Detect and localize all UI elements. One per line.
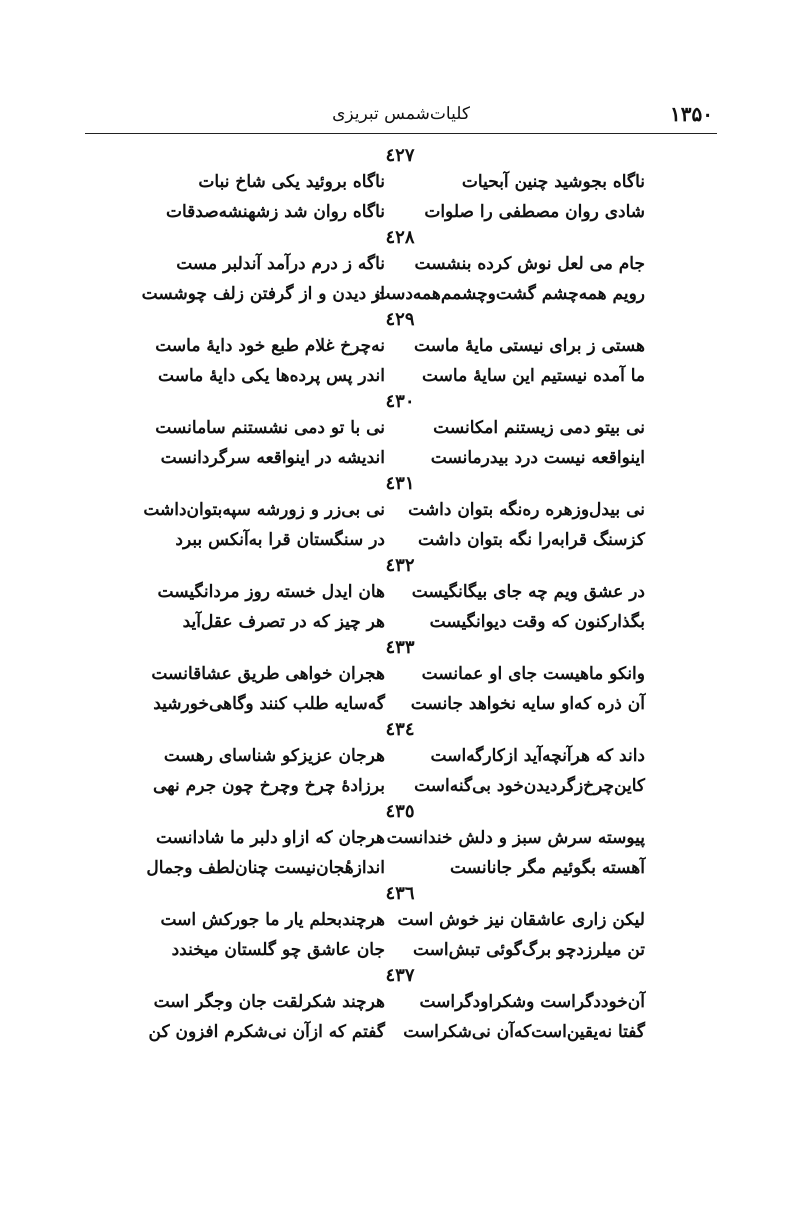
- first-hemistich: هرچندبحلم یار ما جورکش است: [160, 910, 385, 930]
- couplet: [145, 689, 645, 719]
- second-hemistich: کزسنگ قرابه‌را نگه بتوان داشت: [417, 530, 645, 550]
- poem-number: ٤٢٧: [385, 145, 415, 166]
- second-hemistich: جام می لعل نوش کرده بنشست: [414, 254, 645, 274]
- couplet: [145, 607, 645, 637]
- couplet: [145, 525, 645, 555]
- poem-number: ٤٣١: [385, 473, 415, 494]
- poem-block: [145, 883, 645, 965]
- couplet: [145, 577, 645, 607]
- couplet: [145, 741, 645, 771]
- first-hemistich: نی با تو دمی نشستنم سامانست: [155, 418, 385, 438]
- second-hemistich: داند که هرآنچه‌آید ازکارگه‌است: [430, 746, 645, 766]
- couplet: [145, 905, 645, 935]
- second-hemistich: رویم همه‌چشم گشت‌وچشمم‌همه‌دست: [374, 284, 645, 304]
- first-hemistich: برزادهٔ چرخ وچرخ چون جرم نهی: [153, 776, 385, 796]
- second-hemistich: نی بیدل‌وزهره ره‌نگه بتوان داشت: [408, 500, 645, 520]
- poem-number: ٤٣٠: [385, 391, 415, 412]
- second-hemistich: ما آمده نیستیم این سایهٔ ماست: [421, 366, 645, 386]
- poem-block: [145, 801, 645, 883]
- second-hemistich: لیکن زاری عاشقان نیز خوش است: [397, 910, 645, 930]
- first-hemistich: هان ایدل خسته روز مردانگیست: [157, 582, 385, 602]
- book-title: کلیات‌شمس تبریزی: [332, 104, 470, 124]
- first-hemistich: اندیشه در اینواقعه سرگردانست: [160, 448, 385, 468]
- first-hemistich: ناگاه بروئید یکی شاخ نبات: [198, 172, 385, 192]
- second-hemistich: آن‌خوددگراست وشکراودگراست: [419, 992, 645, 1012]
- second-hemistich: اینواقعه نیست درد بیدرمانست: [430, 448, 645, 468]
- couplet: [145, 935, 645, 965]
- second-hemistich: شادی روان مصطفی را صلوات: [424, 202, 645, 222]
- couplet: [141, 279, 645, 309]
- first-hemistich: هر چیز که در تصرف عقل‌آید: [182, 612, 385, 632]
- poem-number: ٤٣٧: [385, 965, 415, 986]
- poem-number: ٤٣٤: [385, 719, 415, 740]
- couplet: [145, 331, 645, 361]
- page-header: [85, 100, 717, 134]
- second-hemistich: در عشق ویم چه جای بیگانگیست: [411, 582, 645, 602]
- first-hemistich: از دیدن و از گرفتن زلف چوشست: [141, 284, 385, 304]
- first-hemistich: نه‌چرخ غلام طبع خود دایهٔ ماست: [155, 336, 385, 356]
- poem-number: ٤٣٣: [385, 637, 415, 658]
- couplet: [145, 853, 645, 883]
- poem-block: [141, 227, 645, 309]
- poem-block: [145, 965, 645, 1047]
- second-hemistich: تن میلرزدچو برگ‌گوئی تبش‌است: [412, 940, 645, 960]
- couplet: [145, 823, 645, 853]
- second-hemistich: پیوسته سرش سبز و دلش خندانست: [386, 828, 645, 848]
- poem-number: ٤٣٥: [385, 801, 415, 822]
- first-hemistich: هرجان عزیزکو شناسای رهست: [163, 746, 385, 766]
- first-hemistich: هجران خواهی طریق عشاقانست: [151, 664, 385, 684]
- second-hemistich: هستی ز برای نیستی مایهٔ ماست: [413, 336, 645, 356]
- couplet: [145, 361, 645, 391]
- couplet: [145, 771, 645, 801]
- couplet: [145, 249, 645, 279]
- second-hemistich: کاین‌چرخ‌زگردیدن‌خود بی‌گنه‌است: [414, 776, 645, 796]
- first-hemistich: اندر پس پرده‌ها یکی دایهٔ ماست: [158, 366, 385, 386]
- first-hemistich: ناگه ز درم درآمد آندلبر مست: [176, 254, 385, 274]
- poem-block: [145, 637, 645, 719]
- couplet: [145, 443, 645, 473]
- couplet: [145, 659, 645, 689]
- poem-number: ٤٣٦: [385, 883, 415, 904]
- couplet: [145, 1017, 645, 1047]
- second-hemistich: بگذارکنون که وقت دیوانگیست: [429, 612, 645, 632]
- first-hemistich: ناگاه روان شد زشهنشه‌صدقات: [165, 202, 385, 222]
- poem-block: [145, 145, 645, 227]
- poem-block: [145, 555, 645, 637]
- couplet: [145, 197, 645, 227]
- first-hemistich: نی بی‌زر و زورشه سپه‌بتوان‌داشت: [143, 500, 385, 520]
- second-hemistich: گفتا نه‌یقین‌است‌که‌آن نی‌شکراست: [403, 1022, 645, 1042]
- first-hemistich: جان عاشق چو گلستان میخندد: [171, 940, 385, 960]
- poem-block: [145, 391, 645, 473]
- first-hemistich: در سنگستان قرا به‌آنکس ببرد: [175, 530, 385, 550]
- couplet: [145, 413, 645, 443]
- second-hemistich: نی بیتو دمی زیستنم امکانست: [433, 418, 645, 438]
- poem-number: ٤٣٢: [385, 555, 415, 576]
- poem-number: ٤٢٩: [385, 309, 415, 330]
- couplet: [145, 987, 645, 1017]
- first-hemistich: گه‌سایه طلب کنند وگاهی‌خورشید: [153, 694, 385, 714]
- first-hemistich: هرچند شکرلقت جان وجگر است: [153, 992, 385, 1012]
- first-hemistich: اندازهٔجان‌نیست چنان‌لطف وجمال: [146, 858, 385, 878]
- page-number: ۱۳۵۰: [670, 102, 713, 126]
- first-hemistich: هرجان که ازاو دلبر ما شادانست: [155, 828, 385, 848]
- couplet: [145, 167, 645, 197]
- second-hemistich: آهسته بگوئیم مگر جانانست: [450, 858, 645, 878]
- poem-block: [145, 309, 645, 391]
- poem-list: [141, 145, 645, 1047]
- second-hemistich: ناگاه بجوشید چنین آبحیات: [461, 172, 645, 192]
- poem-number: ٤٢٨: [385, 227, 415, 248]
- second-hemistich: وانکو ماهیست جای او عمانست: [421, 664, 645, 684]
- poem-block: [145, 719, 645, 801]
- first-hemistich: گفتم که ازآن نی‌شکرم افزون کن: [148, 1022, 385, 1042]
- second-hemistich: آن ذره که‌او سایه نخواهد جانست: [410, 694, 645, 714]
- couplet: [145, 495, 645, 525]
- poem-block: [145, 473, 645, 555]
